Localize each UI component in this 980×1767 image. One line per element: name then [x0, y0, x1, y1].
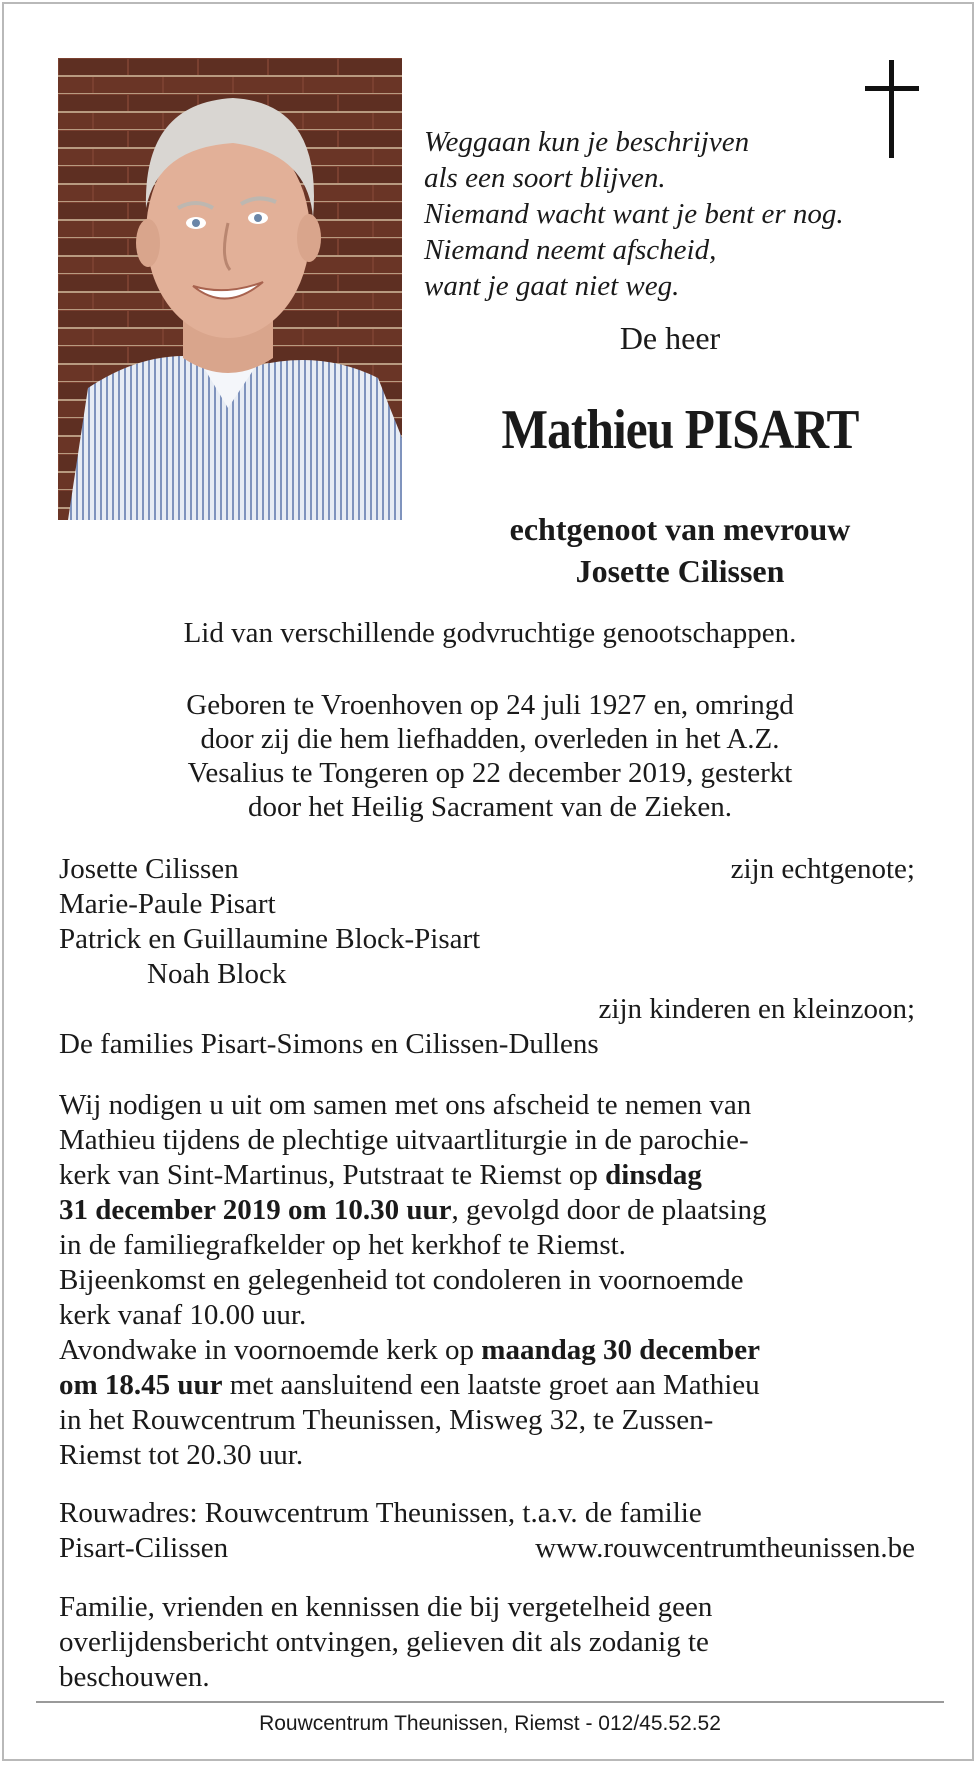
portrait-photo	[58, 58, 402, 520]
para-line	[59, 1368, 919, 1403]
para-line: Familie, vrienden en kennissen die bij vergetelheid geen	[59, 1591, 713, 1623]
vigil-date: maandag 30 december	[481, 1334, 760, 1366]
family-row	[59, 887, 915, 922]
family-role: zijn echtgenote;	[730, 853, 915, 885]
website-link[interactable]: www.rouwcentrumtheunissen.be	[535, 1532, 915, 1564]
text: Pisart-Cilissen	[59, 1532, 229, 1564]
poem-line: want je gaat niet weg.	[424, 270, 680, 302]
deceased-name: Mathieu PISART	[501, 399, 859, 461]
para-line: Wij nodigen u uit om samen met ons afscheid te nemen van	[59, 1089, 752, 1121]
family-member: Noah Block	[147, 958, 287, 990]
mourning-address	[59, 1496, 919, 1566]
funeral-day: dinsdag	[605, 1159, 702, 1191]
para-line: Rouwadres: Rouwcentrum Theunissen, t.a.v. de familie	[59, 1497, 702, 1529]
vigil-time: om 18.45 uur	[59, 1369, 223, 1401]
funeral-datetime: 31 december 2019 om 10.30 uur	[59, 1194, 452, 1226]
para-line	[59, 1158, 919, 1193]
poem-line: Weggaan kun je beschrijven	[424, 126, 750, 158]
poem	[424, 124, 944, 304]
poem-line: Niemand wacht want je bent er nog.	[424, 198, 844, 230]
info-line: door het Heilig Sacrament van de Zieken.	[248, 791, 732, 823]
text: , gevolgd door de plaatsing	[451, 1194, 767, 1226]
para-line: overlijdensbericht ontvingen, gelieven dit als zodanig te	[59, 1626, 709, 1658]
family-role: zijn kinderen en kleinzoon;	[598, 993, 915, 1025]
family-row	[59, 1027, 915, 1062]
spouse-name: Josette Cilissen	[575, 553, 785, 589]
para-line	[59, 1193, 919, 1228]
info-line: Geboren te Vroenhoven op 24 juli 1927 en, omringd	[186, 689, 794, 721]
notice	[59, 1590, 919, 1695]
text: kerk van Sint-Martinus, Putstraat te Riemst op	[59, 1159, 606, 1191]
para-line: Mathieu tijdens de plechtige uitvaartliturgie in de parochie-	[59, 1124, 749, 1156]
honorific: De heer	[619, 320, 721, 356]
info-line: door zij die hem liefhadden, overleden in het A.Z.	[200, 723, 780, 755]
funeral-info	[59, 1088, 919, 1473]
para-line	[59, 1333, 919, 1368]
family-list	[59, 852, 915, 1062]
spouse-line: echtgenoot van mevrouw	[509, 511, 851, 547]
text: Avondwake in voornoemde kerk op	[59, 1334, 482, 1366]
poem-line: Niemand neemt afscheid,	[424, 234, 717, 266]
family-member: Patrick en Guillaumine Block-Pisart	[59, 923, 481, 955]
family-row	[59, 852, 915, 887]
family-member: Marie-Paule Pisart	[59, 888, 276, 920]
footer: Rouwcentrum Theunissen, Riemst - 012/45.52.52	[259, 1712, 721, 1735]
para-line: Bijeenkomst en gelegenheid tot condoleren in voornoemde	[59, 1264, 744, 1296]
para-line: beschouwen.	[59, 1661, 210, 1693]
portrait-illustration	[58, 58, 402, 520]
membership-line: Lid van verschillende godvruchtige genootschappen.	[183, 617, 797, 649]
info-line: Vesalius te Tongeren op 22 december 2019, gesterkt	[187, 757, 793, 789]
para-line: Riemst tot 20.30 uur.	[59, 1439, 304, 1471]
para-line	[59, 1531, 915, 1566]
family-member: De families Pisart-Simons en Cilissen-Dullens	[59, 1028, 599, 1060]
family-row	[59, 922, 915, 957]
spouse-info	[430, 508, 930, 592]
family-row	[59, 957, 915, 992]
poem-line: als een soort blijven.	[424, 162, 666, 194]
birth-death-info	[40, 688, 940, 824]
para-line: kerk vanaf 10.00 uur.	[59, 1299, 307, 1331]
footer-divider	[36, 1701, 944, 1703]
family-member: Josette Cilissen	[59, 853, 239, 885]
para-line: in de familiegrafkelder op het kerkhof te Riemst.	[59, 1229, 626, 1261]
para-line: in het Rouwcentrum Theunissen, Misweg 32, te Zussen-	[59, 1404, 714, 1436]
text: met aansluitend een laatste groet aan Mathieu	[222, 1369, 760, 1401]
family-row	[59, 992, 915, 1027]
